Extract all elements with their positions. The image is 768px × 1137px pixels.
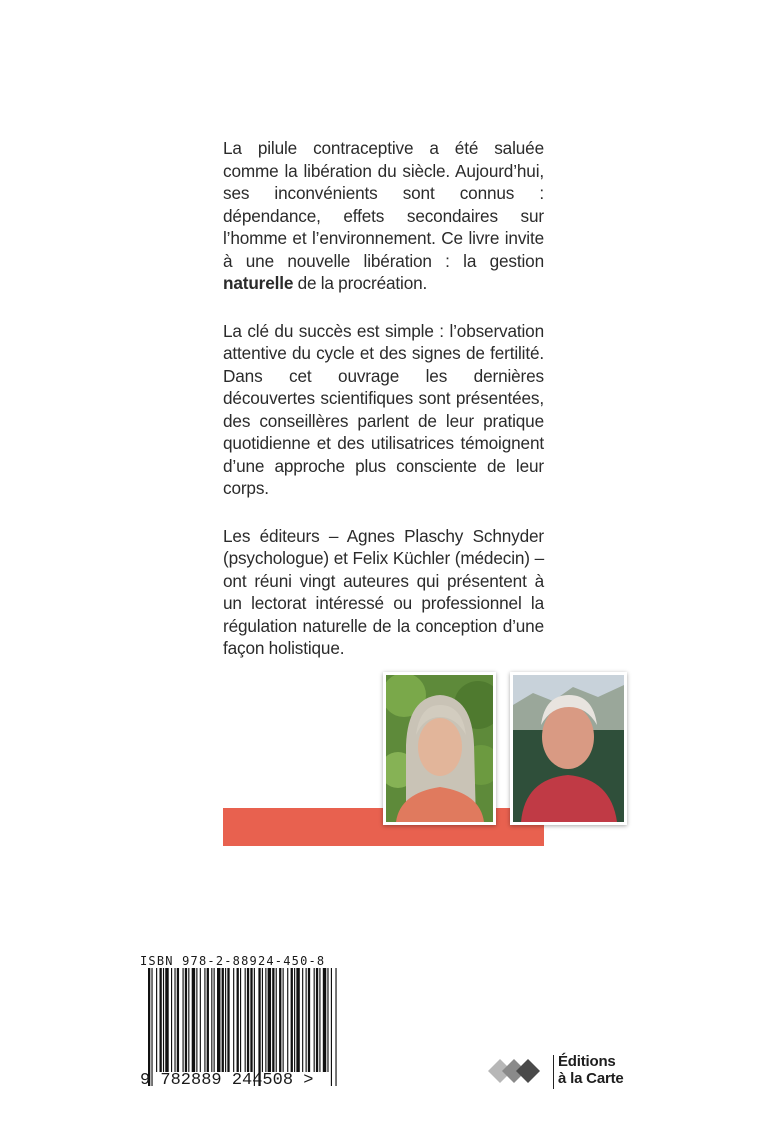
blurb-paragraph-2: La clé du succès est simple : l’observation attentive du cycle et des signes de fertilité. Dans cet ouvrage les dernières découvertes scientifiques sont présentées, des conseillères parlent de leur pratique quotidienne et des utilisatrices témoignent d’une approche plus consciente de leur corps. [223,320,544,498]
publisher-logo-icon [488,1056,548,1086]
barcode-bar [240,968,241,1072]
barcode-digits: 9 782889 244508 > [140,1071,314,1090]
isbn-label: ISBN 978-2-88924-450-8 [140,954,326,968]
barcode-bar [245,968,246,1072]
barcode-bar [227,968,229,1072]
barcode-bar [262,968,263,1072]
barcode-bar [196,968,197,1072]
publisher-name-line1: Éditions [558,1053,616,1070]
barcode-bar [192,968,195,1072]
barcode-bar [272,968,274,1072]
barcode-bar [258,968,260,1086]
barcode-bar [211,968,212,1072]
barcode-bar [308,968,310,1072]
barcode-bar [331,968,332,1086]
barcode-bar [237,968,239,1072]
barcode-bar [291,968,293,1072]
barcode-bar [287,968,288,1072]
barcode-bar [204,968,205,1072]
publisher-divider [553,1055,554,1089]
barcode-bar [306,968,307,1072]
publisher-name [558,1053,624,1087]
blurb-p1-part-a: La pilule contraceptive a été saluée comme la libération du siècle. Aujourd’hui, ses inconvénients sont connus : dépendance, effets secondaires sur l’homme et l’environnement. Ce livre invite à une nouvelle libération : la gestion [223,138,544,271]
barcode-bar [183,968,184,1072]
barcode-bar [268,968,271,1072]
barcode-bar [156,968,157,1072]
blurb-p1-part-b: de la procréation. [293,273,428,293]
editor-photo-man [510,672,627,825]
barcode-bar [276,968,277,1072]
barcode-bar [335,968,336,1086]
barcode-bar [225,968,226,1072]
barcode-bar [323,968,326,1072]
barcode-bar [165,968,168,1072]
barcode-bar [279,968,281,1072]
barcode-bar [160,968,162,1072]
publisher-name-line2: à la Carte [558,1070,624,1087]
barcode-bar [254,968,255,1086]
barcode-bar [171,968,172,1072]
barcode-bar [200,968,201,1072]
barcode-bar [319,968,320,1072]
barcode-bar [294,968,295,1072]
barcode-bar [222,968,224,1072]
blurb-paragraph-1 [223,137,544,295]
barcode-bar [207,968,209,1072]
barcode-bar [148,968,150,1086]
blurb-p1-bold-word: naturelle [223,273,294,293]
barcode-bar [163,968,164,1072]
barcode-bar [188,968,189,1072]
blurb-paragraph-3: Les éditeurs – Agnes Plaschy Schnyder (psychologue) et Felix Küchler (médecin) – ont réuni vingt auteures qui présentent à un lectorat intéressé ou professionnel la régulation naturelle de la conception d’une façon holistique. [223,525,544,658]
barcode-bar [327,968,328,1072]
barcode-bar [185,968,187,1072]
barcode-bar [302,968,303,1072]
barcode-bar [265,968,266,1072]
barcode-bar [316,968,318,1072]
publisher-logo-block [488,1050,648,1090]
barcode-bar [177,968,179,1072]
barcode-bar [283,968,284,1072]
editor-photo-woman [383,672,496,825]
barcode-bar [151,968,152,1086]
barcode-bar [174,968,175,1072]
barcode-bar [296,968,299,1072]
barcode-bar [217,968,220,1072]
barcode-bar [250,968,252,1072]
barcode-bar [314,968,315,1072]
barcode-bar [233,968,234,1072]
barcode-bar [247,968,249,1072]
barcode-bar [214,968,215,1072]
blurb-text [223,137,544,685]
